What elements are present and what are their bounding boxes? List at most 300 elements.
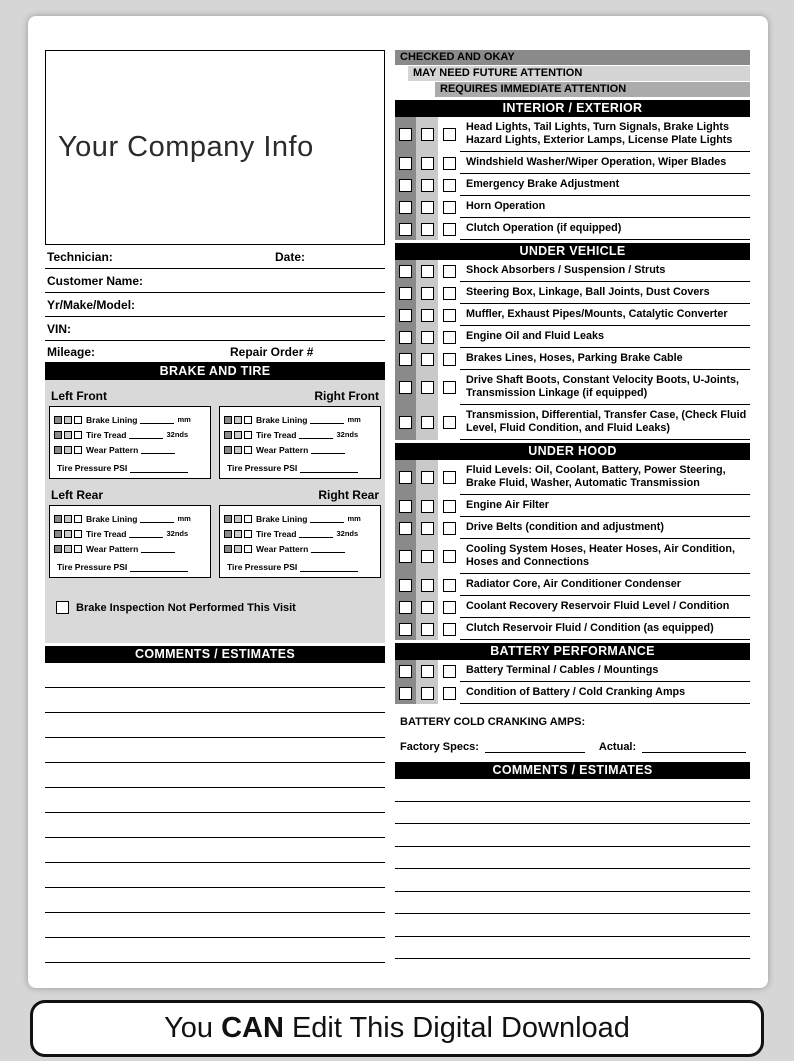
status-column-1 [395,218,416,240]
status-column-1 [395,282,416,304]
status-column-1 [395,460,416,495]
checklist-item [395,260,750,282]
tire-measure-row [54,526,207,541]
field-row-mileage-repair-order[interactable] [45,341,385,363]
comment-line[interactable] [395,914,750,937]
tire-panel-box [49,505,211,578]
status-column-2 [416,282,438,304]
status-checkbox-1[interactable] [224,446,232,454]
status-checkbox-1[interactable] [54,446,62,454]
status-column-1 [395,660,416,682]
status-checkbox-1[interactable] [54,530,62,538]
status-checkbox-1[interactable] [399,416,412,429]
status-column-1 [395,405,416,440]
tire-panel-label: Right Front [314,389,379,403]
tire-panel-right-rear [219,485,381,578]
status-checkbox-2[interactable] [421,550,434,563]
measure-label: Brake Lining [86,513,138,524]
checklist-item [395,405,750,440]
measure-label: Tire Tread [256,528,297,539]
comment-line[interactable] [395,847,750,870]
status-column-2 [416,574,438,596]
comment-line[interactable] [395,892,750,915]
status-checkbox-1[interactable] [399,601,412,614]
status-checkbox-1[interactable] [399,522,412,535]
tire-panel-left-rear [49,485,211,578]
checklist-item-label: Horn Operation [460,196,750,218]
checklist-item-label: Radiator Core, Air Conditioner Condenser [460,574,750,596]
status-checkbox-1[interactable] [399,331,412,344]
status-checkbox-1[interactable] [54,416,62,424]
status-column-2 [416,460,438,495]
comment-line[interactable] [395,869,750,892]
tire-pressure-input-line[interactable] [300,464,358,473]
status-checkbox-1[interactable] [399,287,412,300]
tire-pressure-input-line[interactable] [130,464,188,473]
measure-label: Wear Pattern [86,543,139,554]
checklist-item [395,218,750,240]
tire-pressure-row [54,463,207,473]
comment-line[interactable] [395,937,750,960]
status-checkbox-3[interactable] [244,431,252,439]
status-checkbox-1[interactable] [54,431,62,439]
tire-measure-row [54,412,207,427]
tire-pressure-row [54,562,207,572]
measure-label: Brake Lining [256,414,308,425]
status-checkbox-1[interactable] [399,353,412,366]
tire-panel-box [49,406,211,479]
status-checkbox-1[interactable] [399,381,412,394]
status-column-2 [416,405,438,440]
comment-line[interactable] [45,663,385,688]
status-checkbox-3[interactable] [443,309,456,322]
tire-pressure-label: Tire Pressure PSI [57,562,128,572]
status-column-2 [416,539,438,574]
status-checkbox-3[interactable] [443,128,456,141]
status-checkbox-3[interactable] [443,179,456,192]
checklist-item [395,304,750,326]
status-checkbox-2[interactable] [421,331,434,344]
status-checkbox-3[interactable] [244,416,252,424]
checklist-item-label: Fluid Levels: Oil, Coolant, Battery, Power Steering, Brake Fluid, Washer, Automatic Transmission [460,460,750,495]
status-column-3 [438,152,460,174]
yr-make-model-label: Yr/Make/Model: [47,297,136,312]
field-row-yr-make-model[interactable] [45,293,385,317]
checklist-item [395,682,750,704]
status-column-1 [395,370,416,405]
status-checkbox-1[interactable] [399,623,412,636]
inspection-form [28,16,768,988]
status-checkbox-3[interactable] [74,515,82,523]
tire-pressure-input-line[interactable] [130,563,188,572]
status-column-2 [416,218,438,240]
checklist [395,100,750,704]
status-checkbox-3[interactable] [443,223,456,236]
status-column-3 [438,574,460,596]
status-checkbox-2[interactable] [421,353,434,366]
comment-line[interactable] [395,779,750,802]
status-column-3 [438,682,460,704]
legend-bar-2: MAY NEED FUTURE ATTENTION [408,66,750,81]
comment-line[interactable] [395,802,750,825]
status-column-2 [416,196,438,218]
status-checkbox-1[interactable] [224,545,232,553]
checklist-item-label: Coolant Recovery Reservoir Fluid Level / Condition [460,596,750,618]
section-header: UNDER HOOD [395,443,750,460]
field-row-technician-date[interactable] [45,245,385,269]
checklist-item-label: Shock Absorbers / Suspension / Struts [460,260,750,282]
status-checkbox-3[interactable] [443,500,456,513]
status-column-2 [416,117,438,152]
status-checkbox-2[interactable] [421,223,434,236]
status-checkbox-3[interactable] [443,522,456,535]
status-checkbox-1[interactable] [224,515,232,523]
status-checkbox-3[interactable] [443,381,456,394]
measure-label: Tire Tread [256,429,297,440]
status-checkbox-2[interactable] [421,579,434,592]
status-column-2 [416,152,438,174]
measure-input-line[interactable] [140,415,174,424]
status-checkbox-3[interactable] [244,515,252,523]
brake-inspection-skip-row [49,601,381,614]
measure-input-line[interactable] [140,514,174,523]
measure-input-line[interactable] [311,544,345,553]
measure-label: Wear Pattern [256,444,309,455]
checklist-item-label: Clutch Reservoir Fluid / Condition (as equipped) [460,618,750,640]
status-checkbox-3[interactable] [443,416,456,429]
tire-measure-row [54,427,207,442]
legend-bar-3: REQUIRES IMMEDIATE ATTENTION [435,82,750,97]
measure-input-line[interactable] [311,445,345,454]
measure-unit: mm [347,415,361,424]
comment-line[interactable] [45,838,385,863]
status-column-2 [416,304,438,326]
actual-label: Actual: [598,741,637,753]
status-column-3 [438,370,460,405]
comment-line[interactable] [45,788,385,813]
factory-specs-input-line[interactable] [485,739,585,753]
left-column [45,50,385,988]
status-column-1 [395,174,416,196]
status-column-1 [395,495,416,517]
field-row-customer-name[interactable] [45,269,385,293]
status-checkbox-1[interactable] [399,157,412,170]
status-column-2 [416,370,438,405]
status-checkbox-2[interactable] [421,157,434,170]
status-column-3 [438,326,460,348]
comment-line[interactable] [45,738,385,763]
status-column-1 [395,596,416,618]
measure-input-line[interactable] [129,529,163,538]
status-checkbox-2[interactable] [421,623,434,636]
status-checkbox-2[interactable] [421,500,434,513]
status-checkbox-1[interactable] [399,128,412,141]
checklist-item-label: Condition of Battery / Cold Cranking Amps [460,682,750,704]
footer-text-bold: CAN [221,1012,284,1044]
tire-measure-row [54,511,207,526]
comment-line[interactable] [45,713,385,738]
comment-line[interactable] [45,863,385,888]
checklist-item-label: Cooling System Hoses, Heater Hoses, Air Condition, Hoses and Connections [460,539,750,574]
status-checkbox-2[interactable] [421,287,434,300]
tire-pressure-label: Tire Pressure PSI [227,562,298,572]
brake-inspection-skip-checkbox[interactable] [56,601,69,614]
footer-banner [30,1000,764,1057]
checklist-item-label: Windshield Washer/Wiper Operation, Wiper Blades [460,152,750,174]
status-checkbox-3[interactable] [443,287,456,300]
status-column-1 [395,260,416,282]
status-checkbox-2[interactable] [421,601,434,614]
status-column-3 [438,174,460,196]
status-checkbox-1[interactable] [399,179,412,192]
status-checkbox-2[interactable] [64,515,72,523]
status-checkbox-3[interactable] [443,601,456,614]
tire-pressure-row [224,463,377,473]
factory-specs-label: Factory Specs: [400,741,479,753]
status-checkbox-1[interactable] [399,309,412,322]
vin-label: VIN: [47,321,71,336]
status-checkbox-1[interactable] [399,579,412,592]
status-checkbox-1[interactable] [54,515,62,523]
status-checkbox-2[interactable] [421,471,434,484]
checklist-item-label: Engine Oil and Fluid Leaks [460,326,750,348]
measure-input-line[interactable] [310,514,344,523]
status-checkbox-3[interactable] [443,623,456,636]
comment-line[interactable] [45,763,385,788]
status-checkbox-1[interactable] [399,550,412,563]
comments-header-left: COMMENTS / ESTIMATES [45,646,385,663]
status-checkbox-3[interactable] [74,446,82,454]
status-checkbox-3[interactable] [443,157,456,170]
status-checkbox-3[interactable] [443,331,456,344]
status-checkbox-2[interactable] [234,416,242,424]
footer-text-pre: You [164,1012,222,1044]
measure-unit: 32nds [336,529,359,538]
status-column-1 [395,117,416,152]
checklist-item-label: Drive Shaft Boots, Constant Velocity Boots, U-Joints, Transmission Linkage (if equipped) [460,370,750,405]
status-checkbox-3[interactable] [244,530,252,538]
status-column-1 [395,348,416,370]
brake-and-tire-section [45,380,385,643]
comment-line[interactable] [395,824,750,847]
measure-input-line[interactable] [141,445,175,454]
status-checkbox-1[interactable] [54,545,62,553]
checklist-item-label: Steering Box, Linkage, Ball Joints, Dust Covers [460,282,750,304]
status-column-1 [395,152,416,174]
status-checkbox-1[interactable] [399,265,412,278]
battery-cca-row [400,739,750,753]
customer-name-label: Customer Name: [47,273,144,288]
measure-input-line[interactable] [299,529,333,538]
status-column-2 [416,348,438,370]
status-checkbox-1[interactable] [399,201,412,214]
status-checkbox-3[interactable] [443,665,456,678]
tire-measure-row [224,526,377,541]
measure-label: Wear Pattern [256,543,309,554]
checklist-item [395,539,750,574]
status-checkbox-3[interactable] [443,687,456,700]
date-label: Date: [275,249,306,264]
status-column-2 [416,596,438,618]
checklist-item-label: Engine Air Filter [460,495,750,517]
status-column-3 [438,260,460,282]
status-column-3 [438,460,460,495]
status-column-3 [438,117,460,152]
status-checkbox-2[interactable] [234,515,242,523]
comment-line[interactable] [45,688,385,713]
status-checkbox-3[interactable] [443,579,456,592]
status-column-2 [416,517,438,539]
tire-measure-row [54,541,207,556]
measure-input-line[interactable] [310,415,344,424]
company-info-box[interactable] [45,50,385,245]
tire-panel-label: Left Front [51,389,107,403]
status-checkbox-2[interactable] [64,446,72,454]
checklist-item-label: Head Lights, Tail Lights, Turn Signals, Brake Lights Hazard Lights, Exterior Lamps, License Plate Lights [460,117,750,152]
section-header: UNDER VEHICLE [395,243,750,260]
status-checkbox-1[interactable] [399,687,412,700]
status-checkbox-2[interactable] [64,545,72,553]
status-checkbox-3[interactable] [443,265,456,278]
status-column-2 [416,495,438,517]
status-checkbox-3[interactable] [244,446,252,454]
checklist-item [395,174,750,196]
actual-input-line[interactable] [642,739,746,753]
status-column-2 [416,682,438,704]
status-column-3 [438,304,460,326]
status-checkbox-2[interactable] [421,201,434,214]
tire-pressure-input-line[interactable] [300,563,358,572]
measure-unit: 32nds [336,430,359,439]
status-checkbox-1[interactable] [224,530,232,538]
tire-panel-right-front [219,386,381,479]
tire-panel-label: Left Rear [51,488,104,502]
status-checkbox-1[interactable] [224,431,232,439]
status-checkbox-1[interactable] [399,665,412,678]
brake-and-tire-header: BRAKE AND TIRE [45,363,385,380]
status-checkbox-2[interactable] [421,265,434,278]
measure-unit: mm [177,514,191,523]
measure-unit: 32nds [166,430,189,439]
status-checkbox-1[interactable] [399,471,412,484]
status-column-1 [395,304,416,326]
status-column-1 [395,618,416,640]
checklist-item [395,152,750,174]
legend-bar-1: CHECKED AND OKAY [395,50,750,65]
tire-panel-label: Right Rear [318,488,379,502]
status-checkbox-2[interactable] [421,687,434,700]
comment-line[interactable] [45,813,385,838]
status-checkbox-2[interactable] [234,446,242,454]
measure-input-line[interactable] [299,430,333,439]
measure-label: Brake Lining [256,513,308,524]
status-checkbox-3[interactable] [443,550,456,563]
tire-grid [49,386,381,578]
repair-order-label: Repair Order # [230,344,314,359]
mileage-label: Mileage: [47,344,96,359]
status-checkbox-2[interactable] [421,416,434,429]
tire-panel-box [219,505,381,578]
comments-header-right: COMMENTS / ESTIMATES [395,762,750,779]
measure-input-line[interactable] [141,544,175,553]
status-checkbox-2[interactable] [234,530,242,538]
status-checkbox-2[interactable] [64,416,72,424]
comment-line[interactable] [45,913,385,938]
status-checkbox-3[interactable] [244,545,252,553]
status-column-3 [438,596,460,618]
status-checkbox-3[interactable] [74,431,82,439]
measure-unit: mm [177,415,191,424]
measure-input-line[interactable] [129,430,163,439]
tire-measure-row [224,541,377,556]
checklist-item-label: Clutch Operation (if equipped) [460,218,750,240]
comment-line[interactable] [45,888,385,913]
tire-pressure-label: Tire Pressure PSI [57,463,128,473]
status-checkbox-2[interactable] [64,530,72,538]
checklist-item-label: Battery Terminal / Cables / Mountings [460,660,750,682]
status-checkbox-2[interactable] [234,431,242,439]
status-checkbox-1[interactable] [399,223,412,236]
status-column-3 [438,282,460,304]
measure-label: Brake Lining [86,414,138,425]
status-checkbox-3[interactable] [443,353,456,366]
status-checkbox-2[interactable] [421,381,434,394]
checklist-item [395,326,750,348]
comments-left-lines [45,663,385,963]
checklist-item [395,495,750,517]
checklist-item [395,460,750,495]
status-checkbox-3[interactable] [443,471,456,484]
checklist-item [395,596,750,618]
status-checkbox-2[interactable] [64,431,72,439]
status-checkbox-2[interactable] [421,128,434,141]
status-checkbox-3[interactable] [74,545,82,553]
comments-right-lines [395,779,750,959]
checklist-item [395,660,750,682]
tire-pressure-label: Tire Pressure PSI [227,463,298,473]
legend [395,50,750,97]
status-column-3 [438,495,460,517]
field-row-vin[interactable] [45,317,385,341]
status-checkbox-3[interactable] [74,416,82,424]
status-column-1 [395,539,416,574]
status-checkbox-2[interactable] [421,665,434,678]
comment-line[interactable] [45,938,385,963]
status-checkbox-2[interactable] [421,309,434,322]
status-checkbox-2[interactable] [234,545,242,553]
tire-pressure-row [224,562,377,572]
brake-inspection-skip-label: Brake Inspection Not Performed This Visit [76,601,296,614]
tire-measure-row [224,427,377,442]
section-header: BATTERY PERFORMANCE [395,643,750,660]
status-checkbox-3[interactable] [74,530,82,538]
status-column-2 [416,660,438,682]
checklist-item [395,348,750,370]
status-column-1 [395,517,416,539]
status-checkbox-3[interactable] [443,201,456,214]
tire-measure-row [224,511,377,526]
measure-label: Wear Pattern [86,444,139,455]
technician-label: Technician: [47,249,113,264]
status-checkbox-2[interactable] [421,179,434,192]
status-checkbox-1[interactable] [224,416,232,424]
measure-unit: mm [347,514,361,523]
status-checkbox-2[interactable] [421,522,434,535]
status-checkbox-1[interactable] [399,500,412,513]
checklist-item [395,196,750,218]
status-column-3 [438,218,460,240]
status-column-3 [438,660,460,682]
